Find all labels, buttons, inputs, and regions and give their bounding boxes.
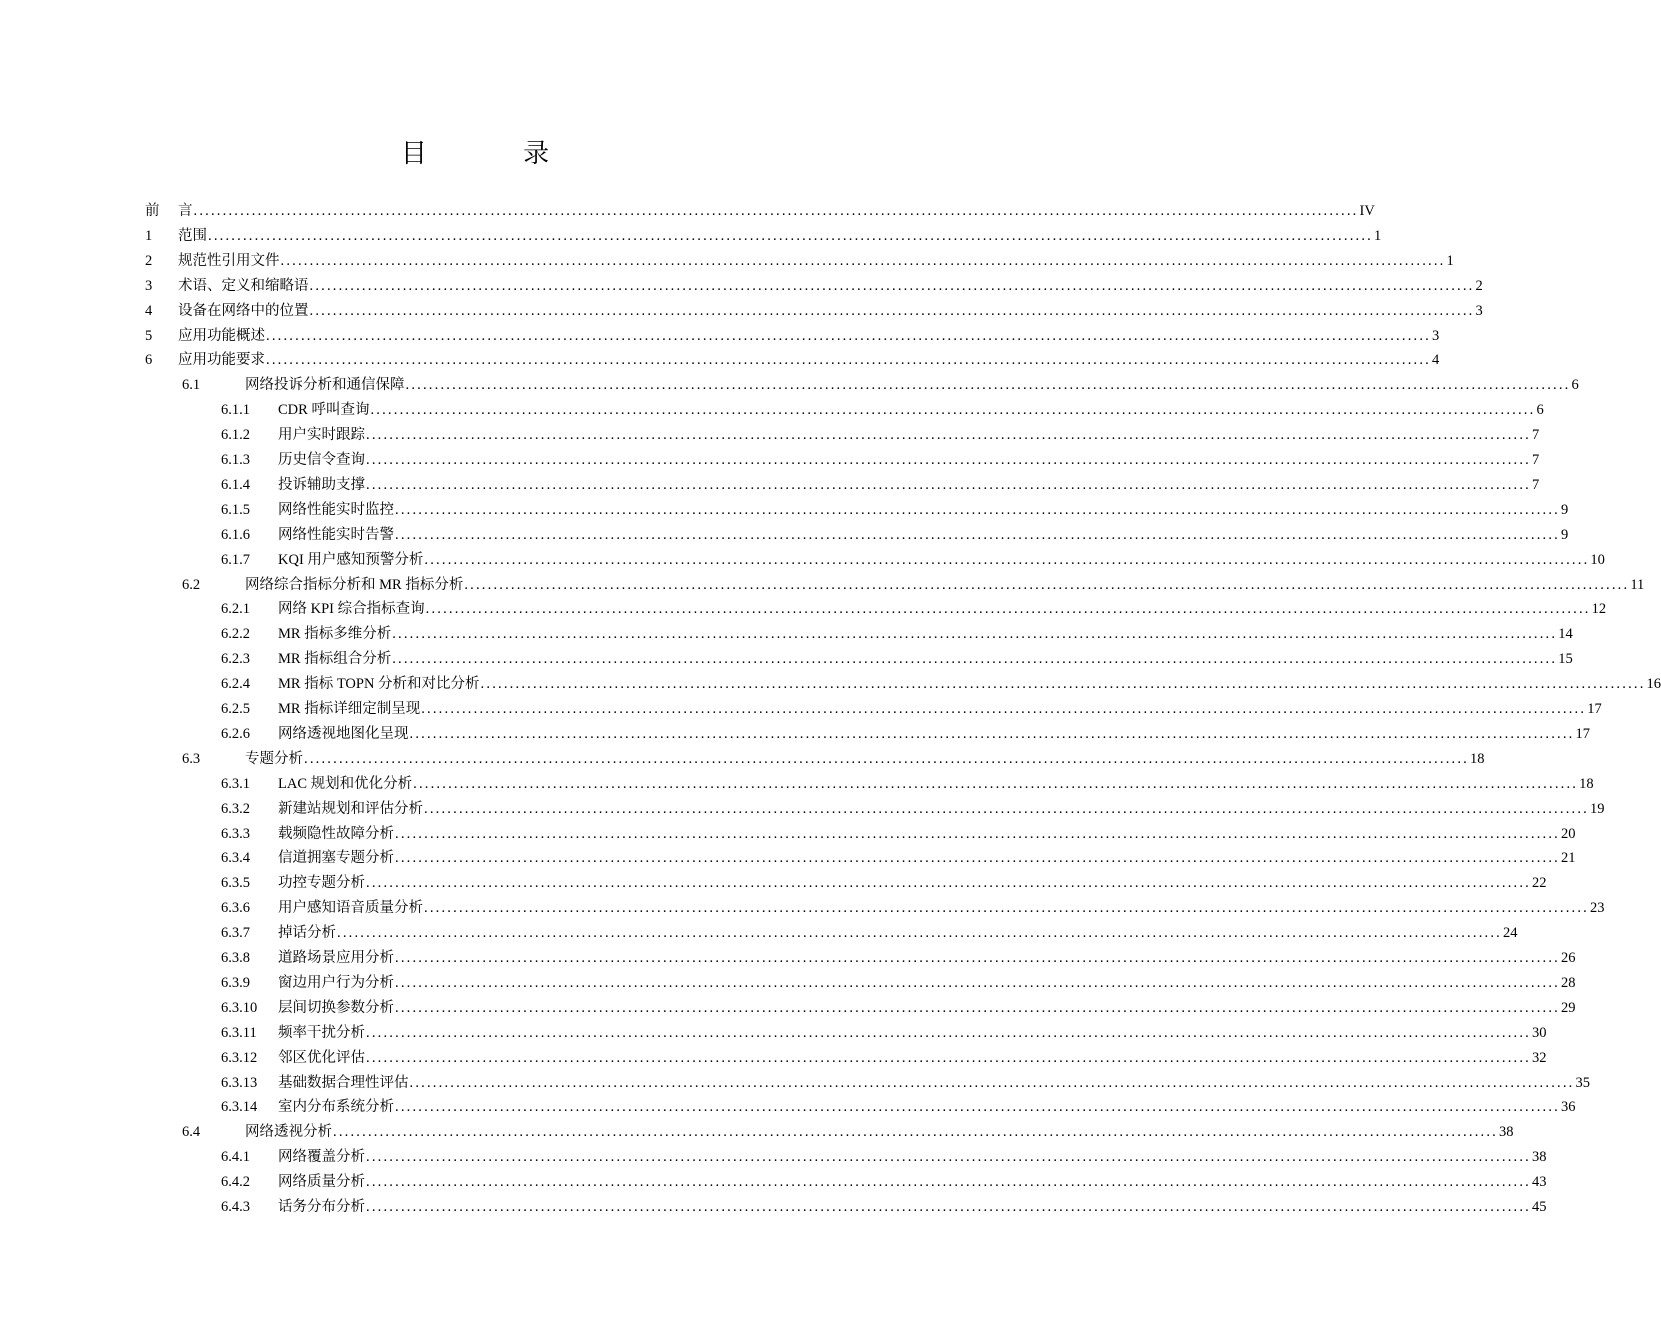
toc-entry[interactable] xyxy=(0,299,1483,323)
toc-entry-title: 言 xyxy=(178,203,193,219)
toc-leader-dots: ........................................................................................................................................................................................................ xyxy=(409,725,1575,742)
toc-leader-dots: ........................................................................................................................................................................................................ xyxy=(366,427,1531,444)
toc-entry-number: 3 xyxy=(145,277,153,294)
toc-entry-title: 室内分布系统分析 xyxy=(278,1099,394,1116)
toc-title: 目 录 xyxy=(400,139,594,169)
toc-entry-title: 网络透视地图化呈现 xyxy=(278,725,409,742)
toc-leader-dots: ........................................................................................................................................................................................................ xyxy=(395,1099,1560,1116)
toc-entry-title: 网络性能实时告警 xyxy=(278,526,394,543)
toc-entry-page: 6 xyxy=(1536,402,1544,419)
toc-entry-title: 道路场景应用分析 xyxy=(278,950,394,966)
toc-entry-number: 2 xyxy=(145,252,153,269)
toc-entry-number: 6.3.1 xyxy=(221,775,250,792)
toc-leader-dots: ........................................................................................................................................................................................................ xyxy=(392,651,1558,668)
toc-entry[interactable] xyxy=(0,1095,1576,1119)
toc-entry-title: MR 指标多维分析 xyxy=(278,626,392,643)
toc-entry-number: 6.3.8 xyxy=(221,950,250,966)
toc-entry[interactable] xyxy=(0,597,1607,621)
toc-entry-title: 设备在网络中的位置 xyxy=(178,302,309,319)
toc-entry-number: 6.2.6 xyxy=(221,725,250,742)
toc-entry-page: 35 xyxy=(1575,1074,1590,1091)
toc-entry-page: 19 xyxy=(1590,800,1605,817)
toc-leader-dots: ........................................................................................................................................................................................................ xyxy=(370,402,1536,419)
toc-entry-number: 6.3.12 xyxy=(221,1049,258,1066)
toc-entry[interactable] xyxy=(0,473,1540,497)
toc-entry-number: 6.3.9 xyxy=(221,974,250,991)
toc-entry[interactable] xyxy=(0,274,1483,298)
toc-entry-number: 6.2 xyxy=(182,576,201,593)
toc-entry-page: 14 xyxy=(1558,626,1573,643)
toc-entry[interactable] xyxy=(0,871,1547,895)
toc-entry-number: 6.1.5 xyxy=(221,501,250,518)
toc-leader-dots: ........................................................................................................................................................................................................ xyxy=(409,1074,1575,1091)
toc-entry-page: 2 xyxy=(1475,277,1483,294)
toc-entry-number: 6.1.4 xyxy=(221,476,250,493)
toc-entry-number: 6.4 xyxy=(182,1124,201,1141)
toc-leader-dots: ........................................................................................................................................................................................................ xyxy=(464,576,1630,593)
toc-entry[interactable] xyxy=(0,921,1518,945)
toc-entry-page: 4 xyxy=(1432,352,1440,369)
toc-leader-dots: ........................................................................................................................................................................................................ xyxy=(424,800,1589,817)
toc-leader-dots: ........................................................................................................................................................................................................ xyxy=(395,501,1560,518)
toc-leader-dots: ........................................................................................................................................................................................................ xyxy=(395,850,1560,867)
toc-leader-dots: ........................................................................................................................................................................................................ xyxy=(208,227,1373,244)
toc-entry-title: 功控专题分析 xyxy=(278,875,365,892)
toc-entry-page: 30 xyxy=(1532,1024,1547,1041)
toc-leader-dots: ........................................................................................................................................................................................................ xyxy=(366,452,1531,468)
toc-entry-number: 6.2.3 xyxy=(221,651,250,668)
toc-entry-title: 载频隐性故障分析 xyxy=(278,825,394,842)
toc-entry[interactable] xyxy=(0,971,1576,995)
toc-leader-dots: ........................................................................................................................................................................................................ xyxy=(395,974,1560,991)
toc-entry-number: 6.3.14 xyxy=(221,1099,258,1116)
toc-entry-number: 6.1 xyxy=(182,377,201,394)
toc-entry-page: 7 xyxy=(1532,476,1540,493)
toc-entry-page: 3 xyxy=(1475,302,1483,319)
toc-entry-title: 基础数据合理性评估 xyxy=(278,1074,409,1091)
toc-entry[interactable] xyxy=(0,373,1579,397)
toc-entry-page: 10 xyxy=(1590,551,1605,568)
toc-leader-dots: ........................................................................................................................................................................................................ xyxy=(333,1124,1498,1141)
toc-leader-dots: ........................................................................................................................................................................................................ xyxy=(424,900,1589,917)
toc-entry-page: 36 xyxy=(1561,1099,1576,1116)
toc-entry-number: 6.1.7 xyxy=(221,551,250,568)
toc-entry-title: 频率干扰分析 xyxy=(278,1024,365,1041)
toc-entry[interactable] xyxy=(0,398,1544,422)
toc-entry-number: 前 xyxy=(145,203,160,219)
toc-entry-title: 邻区优化评估 xyxy=(278,1049,365,1066)
toc-entry-title: 网络投诉分析和通信保障 xyxy=(245,377,405,394)
toc-leader-dots: ........................................................................................................................................................................................................ xyxy=(280,252,1446,269)
toc-entry-page: 43 xyxy=(1532,1174,1547,1191)
toc-entry-page: 17 xyxy=(1575,725,1590,742)
toc-entry[interactable] xyxy=(0,249,1454,273)
toc-leader-dots: ........................................................................................................................................................................................................ xyxy=(309,277,1475,294)
toc-entry-title: MR 指标详细定制呈现 xyxy=(278,701,421,717)
toc-entry-number: 6.3.10 xyxy=(221,999,258,1016)
toc-entry-title: 用户感知语音质量分析 xyxy=(278,900,423,917)
toc-leader-dots: ........................................................................................................................................................................................................ xyxy=(266,352,1431,369)
toc-entry-title: 层间切换参数分析 xyxy=(278,999,394,1016)
toc-leader-dots: ........................................................................................................................................................................................................ xyxy=(480,676,1646,693)
toc-entry[interactable] xyxy=(0,722,1590,746)
toc-entry[interactable] xyxy=(0,822,1576,846)
toc-leader-dots: ........................................................................................................................................................................................................ xyxy=(366,476,1531,493)
toc-entry[interactable] xyxy=(0,448,1540,472)
toc-entry-page: 28 xyxy=(1561,974,1576,991)
toc-entry-title: 话务分布分析 xyxy=(278,1199,365,1215)
toc-entry-title: 用户实时跟踪 xyxy=(278,427,365,444)
toc-entry-number: 6.3.7 xyxy=(221,925,250,942)
toc-entry[interactable] xyxy=(0,772,1594,796)
toc-entry-title: 网络透视分析 xyxy=(245,1124,332,1141)
toc-leader-dots: ........................................................................................................................................................................................................ xyxy=(405,377,1571,394)
toc-leader-dots: ........................................................................................................................................................................................................ xyxy=(366,1149,1531,1166)
toc-leader-dots: ........................................................................................................................................................................................................ xyxy=(266,327,1431,344)
toc-leader-dots: ........................................................................................................................................................................................................ xyxy=(425,601,1591,618)
toc-leader-dots: ........................................................................................................................................................................................................ xyxy=(424,551,1590,568)
toc-entry-page: 23 xyxy=(1590,900,1605,917)
toc-entry[interactable] xyxy=(0,747,1485,771)
toc-entry-title: 网络性能实时监控 xyxy=(278,501,394,518)
toc-entry-number: 4 xyxy=(145,302,153,319)
toc-entry-page: 18 xyxy=(1470,750,1485,767)
toc-leader-dots: ........................................................................................................................................................................................................ xyxy=(395,825,1560,842)
toc-entry[interactable] xyxy=(0,647,1573,671)
toc-entry-number: 6.4.2 xyxy=(221,1174,250,1191)
toc-entry[interactable] xyxy=(0,996,1576,1020)
toc-entry-title: 历史信令查询 xyxy=(278,452,365,468)
toc-entry-page: 17 xyxy=(1587,701,1602,717)
toc-entry-number: 6.3.5 xyxy=(221,875,250,892)
toc-entry-number: 6.3.13 xyxy=(221,1074,258,1091)
toc-entry-page: 15 xyxy=(1558,651,1573,668)
toc-entry-page: 6 xyxy=(1571,377,1579,394)
toc-leader-dots: ........................................................................................................................................................................................................ xyxy=(421,701,1587,717)
toc-entry[interactable] xyxy=(0,797,1605,821)
toc-leader-dots: ........................................................................................................................................................................................................ xyxy=(392,626,1558,643)
toc-entry[interactable] xyxy=(0,1170,1547,1194)
toc-entry-page: 16 xyxy=(1646,676,1661,693)
toc-entry[interactable] xyxy=(0,548,1605,572)
toc-leader-dots: ........................................................................................................................................................................................................ xyxy=(395,999,1560,1016)
toc-entry[interactable] xyxy=(0,1195,1547,1219)
toc-entry[interactable] xyxy=(0,573,1645,597)
toc-leader-dots: ........................................................................................................................................................................................................ xyxy=(366,1049,1531,1066)
toc-entry[interactable] xyxy=(0,622,1573,646)
toc-entry-title: KQI 用户感知预警分析 xyxy=(278,551,424,568)
toc-entry-page: 7 xyxy=(1532,427,1540,444)
toc-leader-dots: ........................................................................................................................................................................................................ xyxy=(366,1024,1531,1041)
toc-entry-title: 信道拥塞专题分析 xyxy=(278,850,394,867)
toc-entry-number: 6.3.3 xyxy=(221,825,250,842)
toc-entry-page: 26 xyxy=(1561,950,1576,966)
toc-entry-title: 窗边用户行为分析 xyxy=(278,974,394,991)
toc-entry-number: 1 xyxy=(145,227,153,244)
toc-entry-title: 网络质量分析 xyxy=(278,1174,365,1191)
toc-entry-title: CDR 呼叫查询 xyxy=(278,402,370,419)
toc-entry-number: 6.4.1 xyxy=(221,1149,250,1166)
toc-entry-page: 12 xyxy=(1591,601,1607,618)
toc-entry-title: 网络 KPI 综合指标查询 xyxy=(278,601,425,618)
toc-entry[interactable] xyxy=(0,672,1661,696)
toc-entry[interactable] xyxy=(0,846,1576,870)
toc-entry[interactable] xyxy=(0,896,1605,920)
toc-entry[interactable] xyxy=(0,498,1569,522)
toc-entry-number: 6.2.4 xyxy=(221,676,250,693)
toc-entry-page: 38 xyxy=(1499,1124,1514,1141)
toc-entry[interactable] xyxy=(0,1071,1590,1095)
toc-entry-page: 18 xyxy=(1579,775,1594,792)
toc-entry-title: 专题分析 xyxy=(245,750,303,767)
toc-entry-page: IV xyxy=(1359,203,1375,219)
toc-entry[interactable] xyxy=(0,348,1440,372)
toc-entry[interactable] xyxy=(0,1046,1547,1070)
toc-entry-title: 术语、定义和缩略语 xyxy=(178,277,309,294)
toc-entry-number: 6.1.1 xyxy=(221,402,250,419)
toc-entry-title: 新建站规划和评估分析 xyxy=(278,800,423,817)
toc-entry-title: 网络覆盖分析 xyxy=(278,1149,365,1166)
toc-leader-dots: ........................................................................................................................................................................................................ xyxy=(309,302,1475,319)
toc-entry-title: 应用功能要求 xyxy=(178,352,265,369)
toc-entry-page: 21 xyxy=(1561,850,1576,867)
toc-entry-number: 6.2.1 xyxy=(221,601,250,618)
toc-entry[interactable] xyxy=(0,697,1602,721)
toc-entry-number: 6.4.3 xyxy=(221,1199,250,1215)
toc-entry-number: 6.2.2 xyxy=(221,626,250,643)
toc-entry-title: 掉话分析 xyxy=(278,925,336,942)
toc-entry-number: 6 xyxy=(145,352,153,369)
toc-entry-page: 22 xyxy=(1532,875,1547,892)
toc-entry[interactable] xyxy=(0,1145,1547,1169)
toc-entry[interactable] xyxy=(0,224,1382,248)
toc-entry-title: 网络综合指标分析和 MR 指标分析 xyxy=(245,576,464,593)
toc-entry[interactable] xyxy=(0,946,1576,970)
toc-entry-number: 6.1.2 xyxy=(221,427,250,444)
toc-entry-page: 38 xyxy=(1532,1149,1547,1166)
toc-leader-dots: ........................................................................................................................................................................................................ xyxy=(366,1199,1531,1215)
toc-leader-dots: ........................................................................................................................................................................................................ xyxy=(193,203,1359,219)
toc-entry-title: MR 指标 TOPN 分析和对比分析 xyxy=(278,676,480,693)
toc-entry-page: 9 xyxy=(1561,501,1569,518)
toc-entry-number: 6.3.2 xyxy=(221,800,250,817)
toc-entry-page: 3 xyxy=(1432,327,1440,344)
toc-entry-number: 6.3 xyxy=(182,750,201,767)
toc-entry-number: 6.1.6 xyxy=(221,526,250,543)
toc-entry-page: 9 xyxy=(1561,526,1569,543)
toc-entry[interactable] xyxy=(0,199,1375,223)
toc-entry-page: 11 xyxy=(1630,576,1645,593)
toc-entry[interactable] xyxy=(0,1120,1514,1144)
toc-entry-page: 1 xyxy=(1446,252,1454,269)
toc-leader-dots: ........................................................................................................................................................................................................ xyxy=(395,526,1560,543)
toc-leader-dots: ........................................................................................................................................................................................................ xyxy=(395,950,1560,966)
toc-entry-page: 1 xyxy=(1374,227,1382,244)
toc-entry-title: LAC 规划和优化分析 xyxy=(278,775,413,792)
toc-entry-number: 6.1.3 xyxy=(221,452,250,468)
toc-entry-page: 7 xyxy=(1532,452,1540,468)
toc-entry-title: 范围 xyxy=(178,227,207,244)
toc-entry-number: 6.2.5 xyxy=(221,701,250,717)
toc-entry-number: 6.3.4 xyxy=(221,850,250,867)
toc-entry-title: MR 指标组合分析 xyxy=(278,651,392,668)
toc-leader-dots: ........................................................................................................................................................................................................ xyxy=(366,875,1531,892)
toc-entry-number: 5 xyxy=(145,327,153,344)
toc-entry-page: 24 xyxy=(1503,925,1518,942)
toc-entry-number: 6.3.11 xyxy=(221,1024,257,1041)
toc-entry[interactable] xyxy=(0,324,1440,348)
toc-entry-page: 32 xyxy=(1532,1049,1547,1066)
toc-entry-title: 应用功能概述 xyxy=(178,327,265,344)
toc-entry-title: 规范性引用文件 xyxy=(178,252,280,269)
toc-leader-dots: ........................................................................................................................................................................................................ xyxy=(413,775,1579,792)
toc-leader-dots: ........................................................................................................................................................................................................ xyxy=(366,1174,1531,1191)
toc-entry-page: 20 xyxy=(1561,825,1576,842)
toc-entry[interactable] xyxy=(0,523,1569,547)
toc-entry-number: 6.3.6 xyxy=(221,900,250,917)
toc-leader-dots: ........................................................................................................................................................................................................ xyxy=(304,750,1469,767)
toc-entry[interactable] xyxy=(0,1021,1547,1045)
toc-leader-dots: ........................................................................................................................................................................................................ xyxy=(337,925,1502,942)
toc-entry-page: 45 xyxy=(1532,1199,1547,1215)
toc-entry-page: 29 xyxy=(1561,999,1576,1016)
toc-entry-title: 投诉辅助支撑 xyxy=(278,476,365,493)
toc-entry[interactable] xyxy=(0,423,1540,447)
